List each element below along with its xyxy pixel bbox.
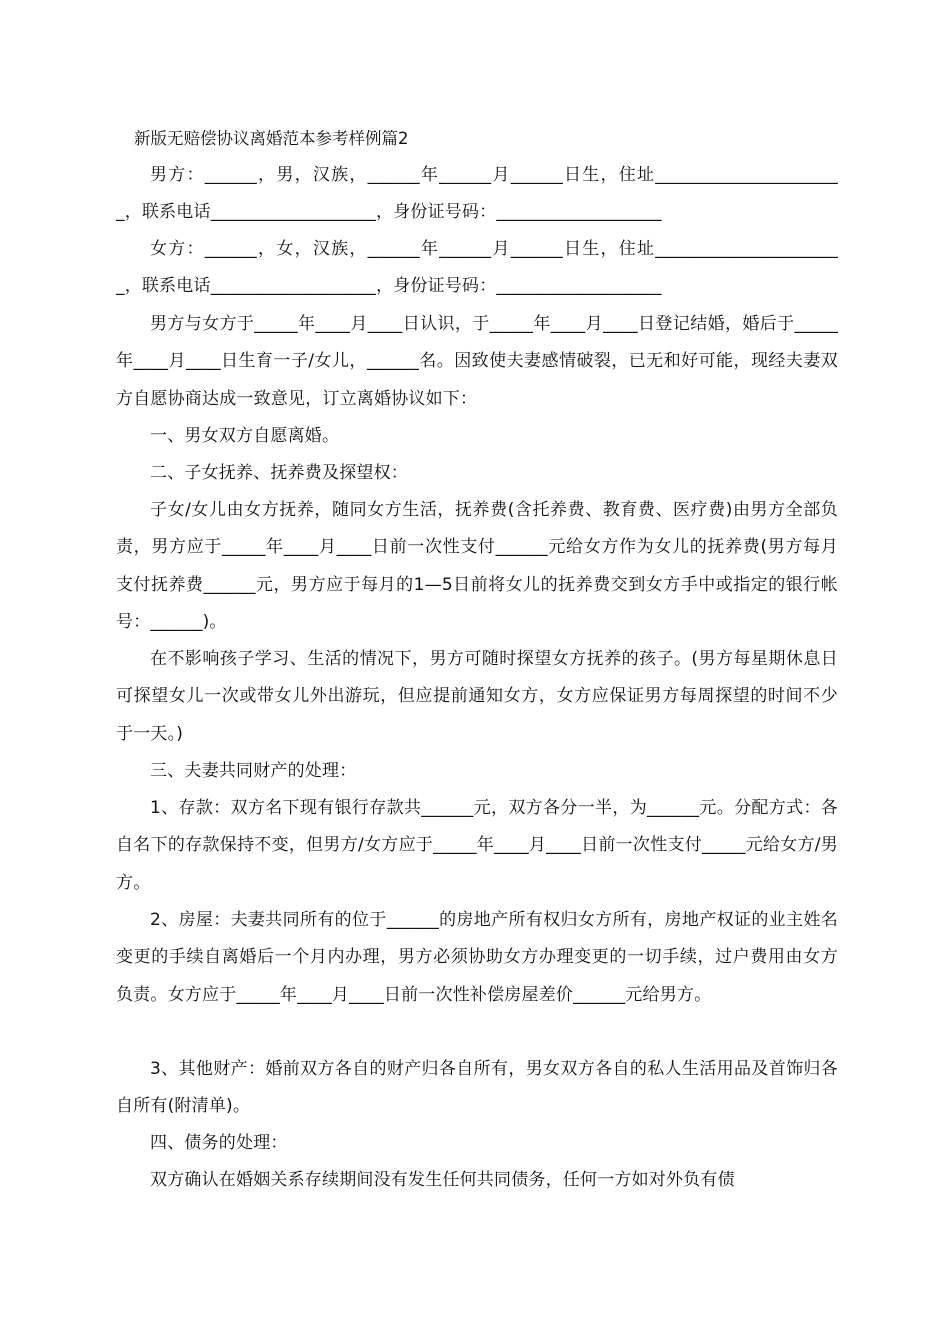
paragraph-husband-info: 男方：______，男，汉族，______年______月______日生，住址______________________，联系电话___________________，身份证号码：___________________ xyxy=(116,165,838,223)
section-heading-custody: 二、子女抚养、抚养费及探望权： xyxy=(150,463,408,483)
paragraph-debt: 双方确认在婚姻关系存续期间没有发生任何共同债务，任何一方如对外负有债 xyxy=(150,1170,735,1190)
section-heading-divorce: 一、男女双方自愿离婚。 xyxy=(150,426,340,446)
paragraph-visitation: 在不影响孩子学习、生活的情况下，男方可随时探望女方抚养的孩子。(男方每星期休息日可探望女儿一次或带女儿外出游玩，但应提前通知女方，女方应保证男方每周探望的时间不少于一天。) xyxy=(116,649,838,744)
document-title: 新版无赔偿协议离婚范本参考样例篇2 xyxy=(134,129,409,148)
paragraph-custody: 子女/女儿由女方抚养，随同女方生活，抚养费(含托养费、教育费、医疗费)由男方全部负责，男方应于_____年____月____日前一次性支付______元给女方作为女儿的抚养费(男方每月支付抚养费______元，男方应于每月的1—5日前将女儿的抚养费交到女方手中或指定的银行帐号：______)。 xyxy=(116,500,838,632)
paragraph-other-property: 3、其他财产：婚前双方各自的财产归各自所有，男女双方各自的私人生活用品及首饰归各自所有(附清单)。 xyxy=(116,1059,838,1117)
paragraph-house: 2、房屋：夫妻共同所有的位于______的房地产所有权归女方所有，房地产权证的业主姓名变更的手续自离婚后一个月内办理，男方必须协助女方办理变更的一切手续，过户费用由女方负责。女方应于_____年____月____日前一次性补偿房屋差价______元给男方。 xyxy=(116,910,838,1005)
section-heading-debt: 四、债务的处理： xyxy=(150,1133,288,1153)
paragraph-savings: 1、存款：双方名下现有银行存款共______元，双方各分一半，为______元。分配方式：各自名下的存款保持不变，但男方/女方应于_____年____月____日前一次性支付_____元给女方/男方。 xyxy=(116,798,838,893)
section-heading-property: 三、夫妻共同财产的处理： xyxy=(150,761,357,781)
paragraph-background: 男方与女方于_____年____月____日认识，于_____年____月____日登记结婚，婚后于_____年____月____日生育一子/女儿，______名。因致使夫妻感情破裂，已无和好可能，现经夫妻双方自愿协商达成一致意见，订立离婚协议如下： xyxy=(116,314,838,409)
paragraph-wife-info: 女方：______，女，汉族，______年______月______日生，住址______________________，联系电话___________________，身份证号码：___________________ xyxy=(116,239,838,297)
